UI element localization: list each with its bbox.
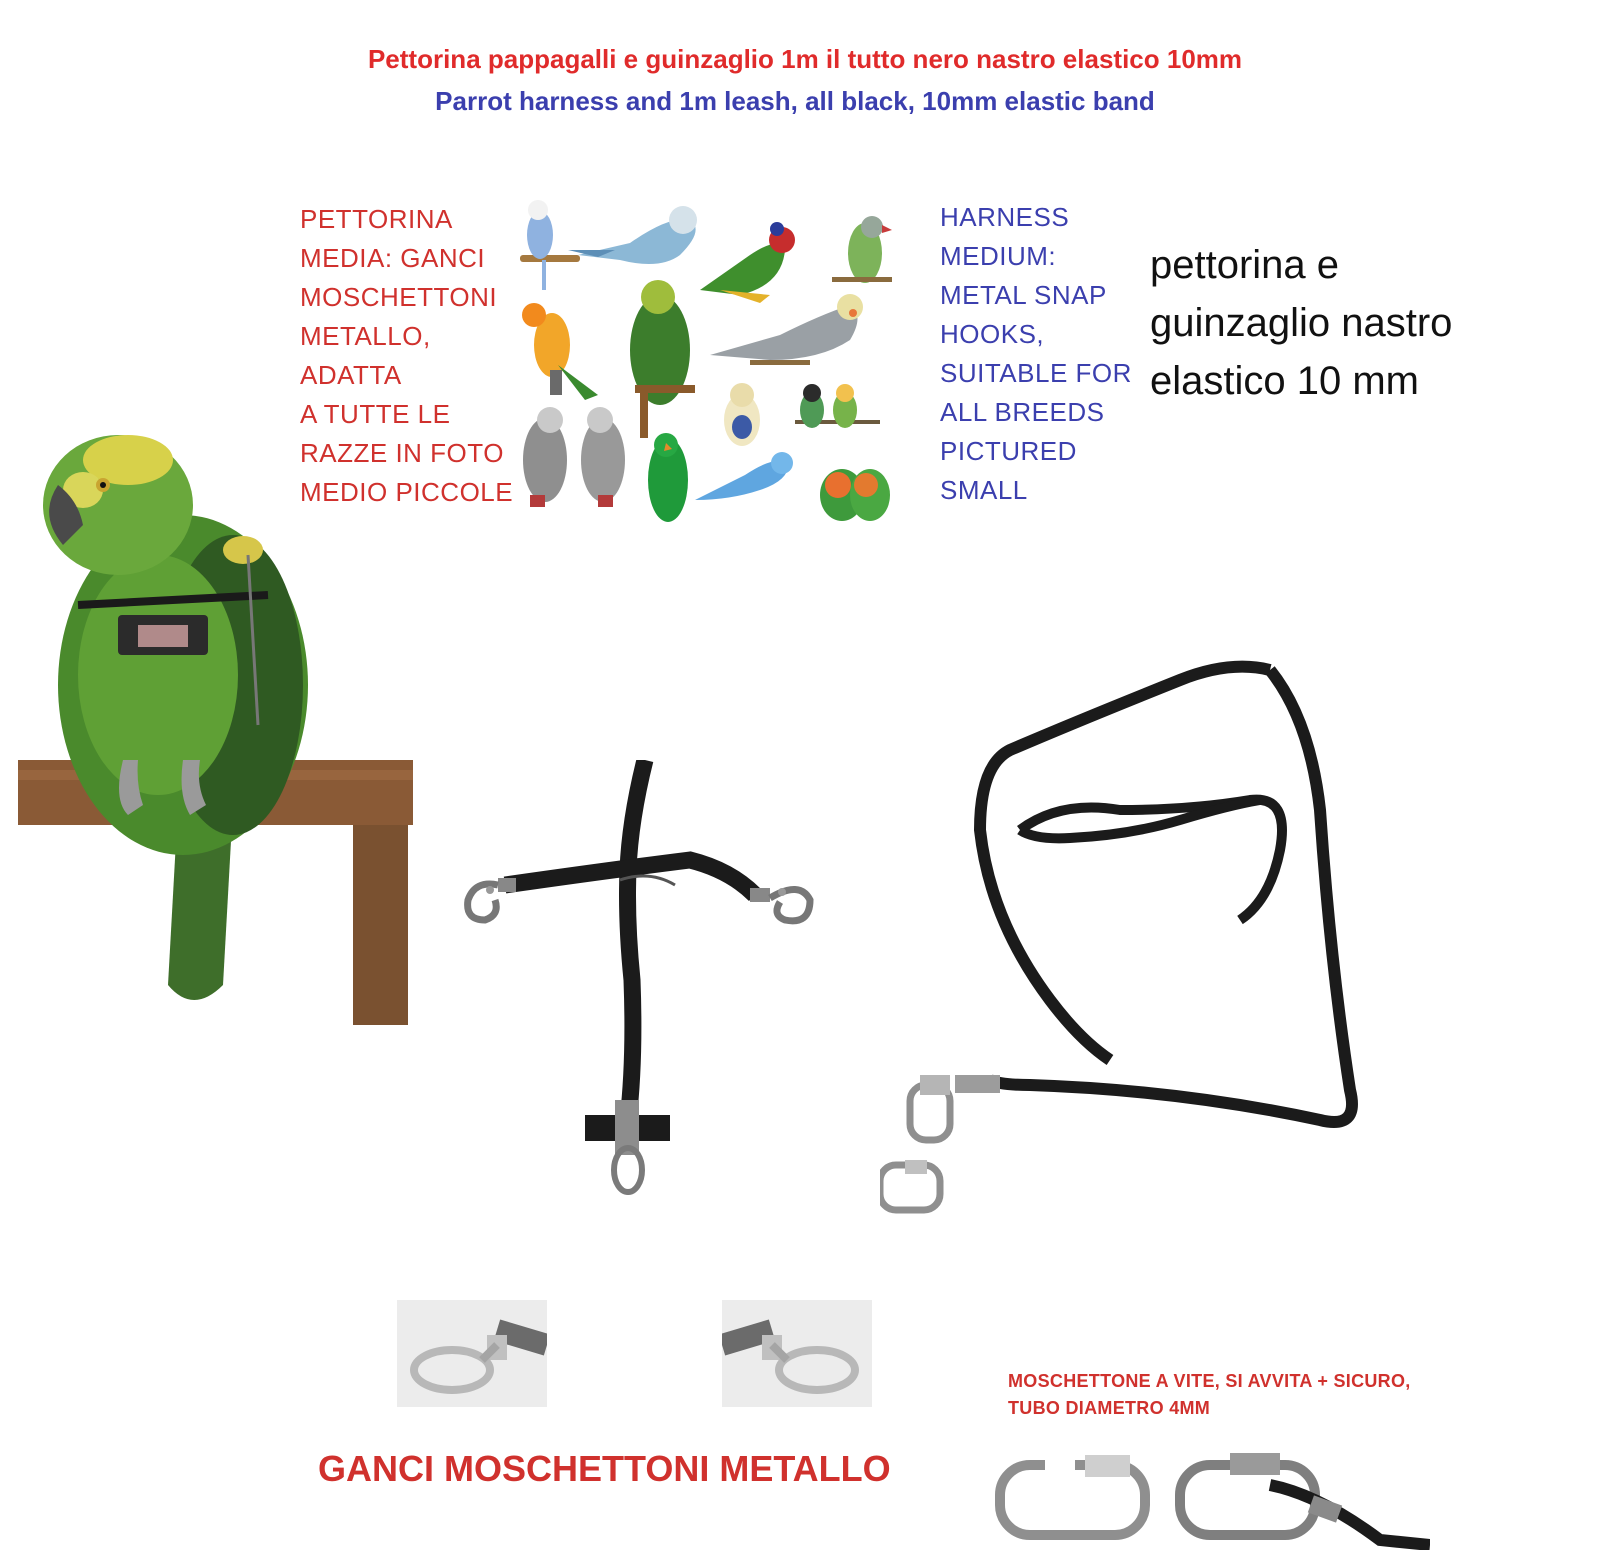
description-line: METALLO, [300,321,431,351]
note-line: TUBO DIAMETRO 4MM [1008,1398,1211,1418]
description-line: SMALL [940,475,1028,505]
parrotlet-icon [724,383,760,446]
budgie-icon [520,200,580,290]
description-line: ADATTA [300,360,402,390]
description-english [940,198,1140,510]
snap-hook-icon [397,1300,547,1407]
amazon-icon [630,280,695,438]
lory-icon [700,222,795,303]
quaker-parrot-icon [568,206,697,264]
screw-link-icon [990,1445,1430,1550]
harness-icon [450,760,840,1220]
description-line: SUITABLE FOR [940,358,1132,388]
ringneck-icon [832,216,892,283]
description-line: ALL BREEDS [940,397,1105,427]
description-line: MEDIA: GANCI [300,243,486,273]
description-line: RAZZE IN FOTO [300,438,504,468]
lovebirds-icon [795,384,880,428]
snap-hook-icon [722,1300,872,1407]
description-line: PETTORINA [300,204,453,234]
summary-text [1150,236,1590,410]
description-line: HOOKS, [940,319,1045,349]
description-line: MEDIUM: [940,241,1057,271]
lovebird-faces-icon [820,469,890,521]
note-line: MOSCHETTONE A VITE, SI AVVITA + SICURO, [1008,1371,1411,1391]
hooks-label: GANCI MOSCHETTONI METALLO [318,1448,891,1489]
summary-line: pettorina e [1150,243,1340,287]
sun-conure-icon [522,303,598,400]
description-line: HARNESS [940,202,1070,232]
description-line: MOSCHETTONI [300,282,498,312]
description-line: PICTURED [940,436,1077,466]
screw-link-note [1008,1368,1411,1422]
summary-line: elastico 10 mm [1150,359,1419,403]
description-line: MEDIO PICCOLE [300,477,514,507]
summary-line: guinzaglio nastro [1150,301,1453,345]
amazon-parrot-wearing-harness-icon [18,425,418,1025]
african-grey-icon [523,407,625,507]
description-line: A TUTTE LE [300,399,451,429]
description-line: METAL SNAP [940,280,1107,310]
eclectus-icon [648,433,688,522]
cockatiel-icon [710,294,863,365]
blue-ringneck-icon [695,452,793,500]
title-english: Parrot harness and 1m leash, all black, 10mm elastic band [435,86,1155,116]
parrot-breeds-collage [520,195,910,530]
leash-icon [880,660,1400,1260]
title-italian: Pettorina pappagalli e guinzaglio 1m il tutto nero nastro elastico 10mm [367,44,1243,74]
